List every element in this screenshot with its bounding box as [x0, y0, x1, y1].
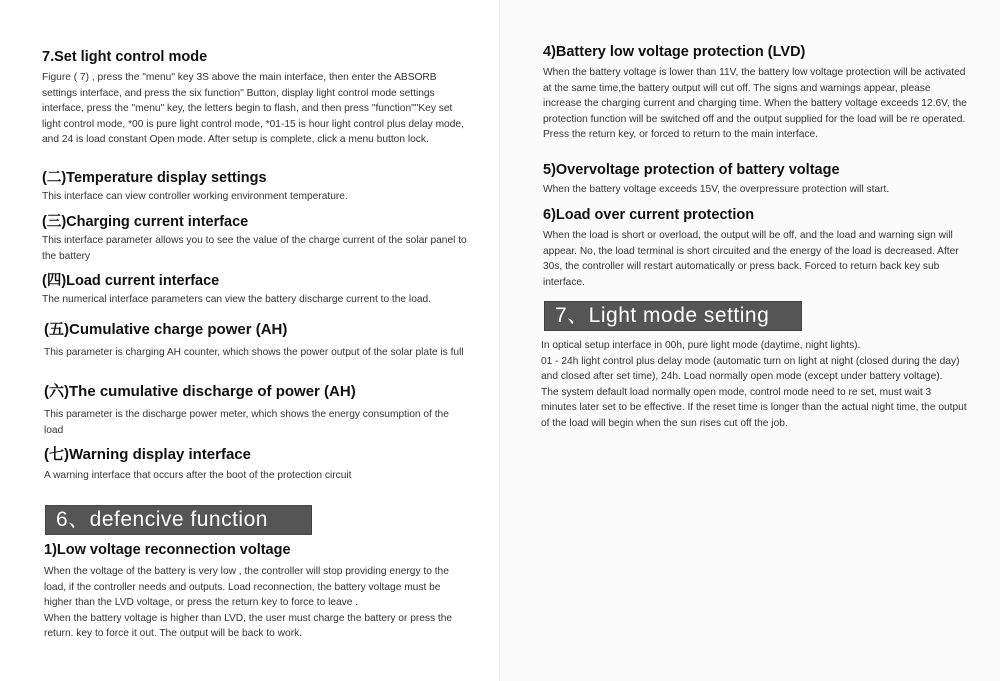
section-title: (七)Warning display interface — [44, 446, 251, 463]
right-page — [500, 0, 1000, 681]
section-title: (三)Charging current interface — [42, 214, 249, 230]
section-body: When the load is short or overload, the output will be off, and the load and warning sign will appear. No, the load terminal is short circuited and the energy of the load is decreased. After 30s, the controller will restart automatically or press back. Forced to return back key sub interface. — [543, 230, 959, 288]
section-title: 1)Low voltage reconnection voltage — [44, 542, 291, 558]
section-body: Figure ( 7) , press the "menu" key 3S above the main interface, then enter the ABSORB settings interface, and press the six function" Button, display light control mode settings interface, press the "menu" key, the letters begin to flash, and then press "function""Key set light control mode, *00 is pure light control mode, *01-15 is hour light control plus delay mode, and 24 is load constant Open mode. After setup is complete, click a menu button lock. — [42, 72, 464, 146]
section-body: The numerical interface parameters can view the battery discharge current to the load. — [42, 294, 432, 305]
section-body: When the battery voltage exceeds 15V, the overpressure protection will start. — [543, 184, 890, 195]
section-charging-current — [42, 213, 467, 264]
section-title: (四)Load current interface — [42, 273, 220, 289]
section-title: 4)Battery low voltage protection (LVD) — [543, 44, 806, 60]
section-low-voltage-reconnection — [44, 541, 464, 642]
section-body: This interface parameter allows you to see the value of the charge current of the solar panel to the battery — [42, 235, 467, 262]
section-body: This parameter is the discharge power meter, which shows the energy consumption of the load — [44, 409, 449, 436]
section-body: This parameter is charging AH counter, which shows the power output of the solar plate is full — [44, 347, 464, 358]
section-body: When the battery voltage is lower than 11V, the battery low voltage protection will be activated at the same time,the battery output will cut off. The signs and warnings appear, please increase the charging current and charging time. When the battery voltage exceeds 12.6V, the protection function will be switched off and the output supplied for the load will be re operated. Press the return key, or forced to return to the main interface. — [543, 67, 967, 141]
section-title: (五)Cumulative charge power (AH) — [44, 321, 288, 338]
section-title: 6)Load over current protection — [543, 207, 755, 223]
section-battery-low-voltage-protection — [543, 43, 971, 143]
section-title: 7.Set light control mode — [42, 49, 208, 65]
section-load-over-current-protection — [543, 206, 971, 290]
section-overvoltage-protection — [543, 161, 971, 198]
section-body: A warning interface that occurs after the boot of the protection circuit — [44, 470, 352, 481]
section-warning-display — [44, 446, 464, 484]
chapter-banner-defencive-function: 6、defencive function — [45, 505, 312, 535]
section-cumulative-charge — [44, 321, 464, 361]
section-temperature-display — [42, 169, 467, 205]
section-title: (二)Temperature display settings — [42, 170, 267, 186]
light-mode-paragraph-1: In optical setup interface in 00h, pure light mode (daytime, night lights). — [541, 340, 861, 351]
light-mode-paragraph-2: 01 - 24h light control plus delay mode (automatic turn on light at night (closed during the day) and closed after set time), 24h. Load normally open mode (except under battery voltage). — [541, 355, 960, 383]
section-title: (六)The cumulative discharge of power (AH) — [44, 383, 356, 400]
chapter-banner-light-mode-setting: 7、Light mode setting — [544, 301, 802, 331]
light-mode-paragraph-3: The system default load normally open mode, control mode need to re set, must wait 3 minutes later set to be effective. If the reset time is longer than the actual night time, the output of the load will begin when the sun rises cut off the job. — [541, 386, 967, 429]
section-light-mode-details — [541, 338, 969, 432]
section-body: When the voltage of the battery is very low , the controller will stop providing energy to the load, if the controller needs and outputs. Load reconnection, the battery voltage must be higher than the LVD voltage, or press the return key to force to leave . — [44, 566, 449, 609]
section-title: 5)Overvoltage protection of battery voltage — [543, 162, 840, 178]
section-set-light-control-mode — [42, 48, 467, 148]
section-body: This interface can view controller working environment temperature. — [42, 191, 348, 202]
section-body-continued: When the battery voltage is higher than LVD, the user must charge the battery or press the return. key to force it out. The output will be back to work. — [44, 612, 453, 640]
section-cumulative-discharge — [44, 383, 464, 438]
section-load-current — [42, 272, 467, 308]
